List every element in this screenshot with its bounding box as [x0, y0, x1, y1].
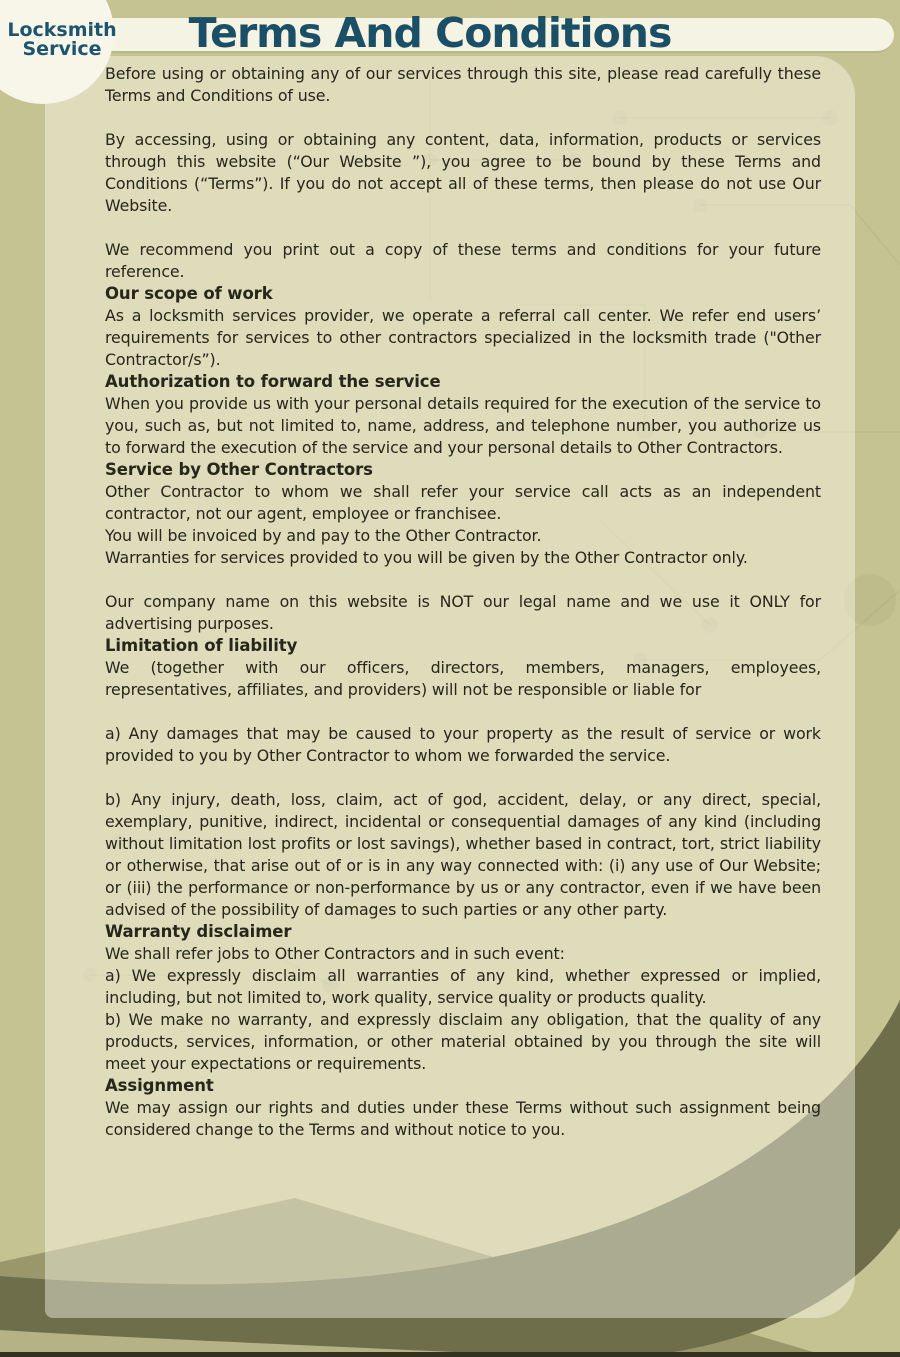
logo-line-2: Service [22, 38, 102, 60]
paragraph: Other Contractor to whom we shall refer your service call acts as an independent contractor, not our agent, employee or franchisee. [105, 482, 821, 523]
paragraph: a) We expressly disclaim all warranties of any kind, whether expressed or implied, including, but not limited to, work quality, service quality or products quality. [105, 966, 821, 1007]
paragraph-intro: Before using or obtaining any of our services through this site, please read carefully these Terms and Conditions of use. [105, 64, 821, 105]
section-limitation-of-liability [105, 635, 821, 921]
section-heading: Our scope of work [105, 284, 273, 303]
section-service-by-other-contractors [105, 459, 821, 635]
paragraph: Warranties for services provided to you will be given by the Other Contractor only. [105, 548, 748, 567]
logo [6, 21, 118, 59]
section-authorization [105, 371, 821, 459]
paragraph: We (together with our officers, directors, members, managers, employees, representatives, affiliates, and providers) will not be responsible or liable for [105, 658, 821, 699]
terms-content [105, 63, 821, 1141]
paragraph: Our company name on this website is NOT our legal name and we use it ONLY for advertising purposes. [105, 592, 821, 633]
paragraph: You will be invoiced by and pay to the Other Contractor. [105, 526, 542, 545]
paragraph: b) Any injury, death, loss, claim, act of god, accident, delay, or any direct, special, exemplary, punitive, indirect, incidental or consequential damages of any kind (including without limitation lost profits or lost savings), whether based in contract, tort, strict liability or otherwise, that arise out of or is in any way connected with: (i) any use of Our Website; or (iii) the performance or non-performance by us or any contractor, even if we have been advised of the possibility of damages to such parties or any other party. [105, 790, 821, 919]
paragraph-intro: We recommend you print out a copy of these terms and conditions for your future reference. [105, 240, 821, 281]
bottom-bar [0, 1352, 900, 1357]
paragraph: a) Any damages that may be caused to your property as the result of service or work provided to you by Other Contractor to whom we forwarded the service. [105, 724, 821, 765]
paragraph-intro: By accessing, using or obtaining any content, data, information, products or services through this website (“Our Website ”), you agree to be bound by these Terms and Conditions (“Terms”). If you do not accept all of these terms, then please do not use Our Website. [105, 130, 821, 215]
section-warranty-disclaimer [105, 921, 821, 1075]
paragraph: We may assign our rights and duties under these Terms without such assignment being considered change to the Terms and without notice to you. [105, 1098, 821, 1139]
section-heading: Authorization to forward the service [105, 372, 441, 391]
section-assignment [105, 1075, 821, 1141]
section-heading: Limitation of liability [105, 636, 298, 655]
section-heading: Service by Other Contractors [105, 460, 373, 479]
paragraph: When you provide us with your personal details required for the execution of the service to you, such as, but not limited to, name, address, and telephone number, you authorize us to forward the execution of the service and your personal details to Other Contractors. [105, 394, 821, 457]
section-heading: Warranty disclaimer [105, 922, 292, 941]
page-title: Terms And Conditions [188, 9, 672, 57]
logo-line-1: Locksmith [7, 19, 117, 41]
paragraph: We shall refer jobs to Other Contractors and in such event: [105, 944, 565, 963]
paragraph: b) We make no warranty, and expressly disclaim any obligation, that the quality of any products, services, information, or other material obtained by you through the site will meet your expectations or requirements. [105, 1010, 821, 1073]
section-heading: Assignment [105, 1076, 214, 1095]
section-scope-of-work [105, 283, 821, 371]
paragraph: As a locksmith services provider, we operate a referral call center. We refer end users’ requirements for services to other contractors specialized in the locksmith trade ("Other Contractor/s”). [105, 306, 821, 369]
